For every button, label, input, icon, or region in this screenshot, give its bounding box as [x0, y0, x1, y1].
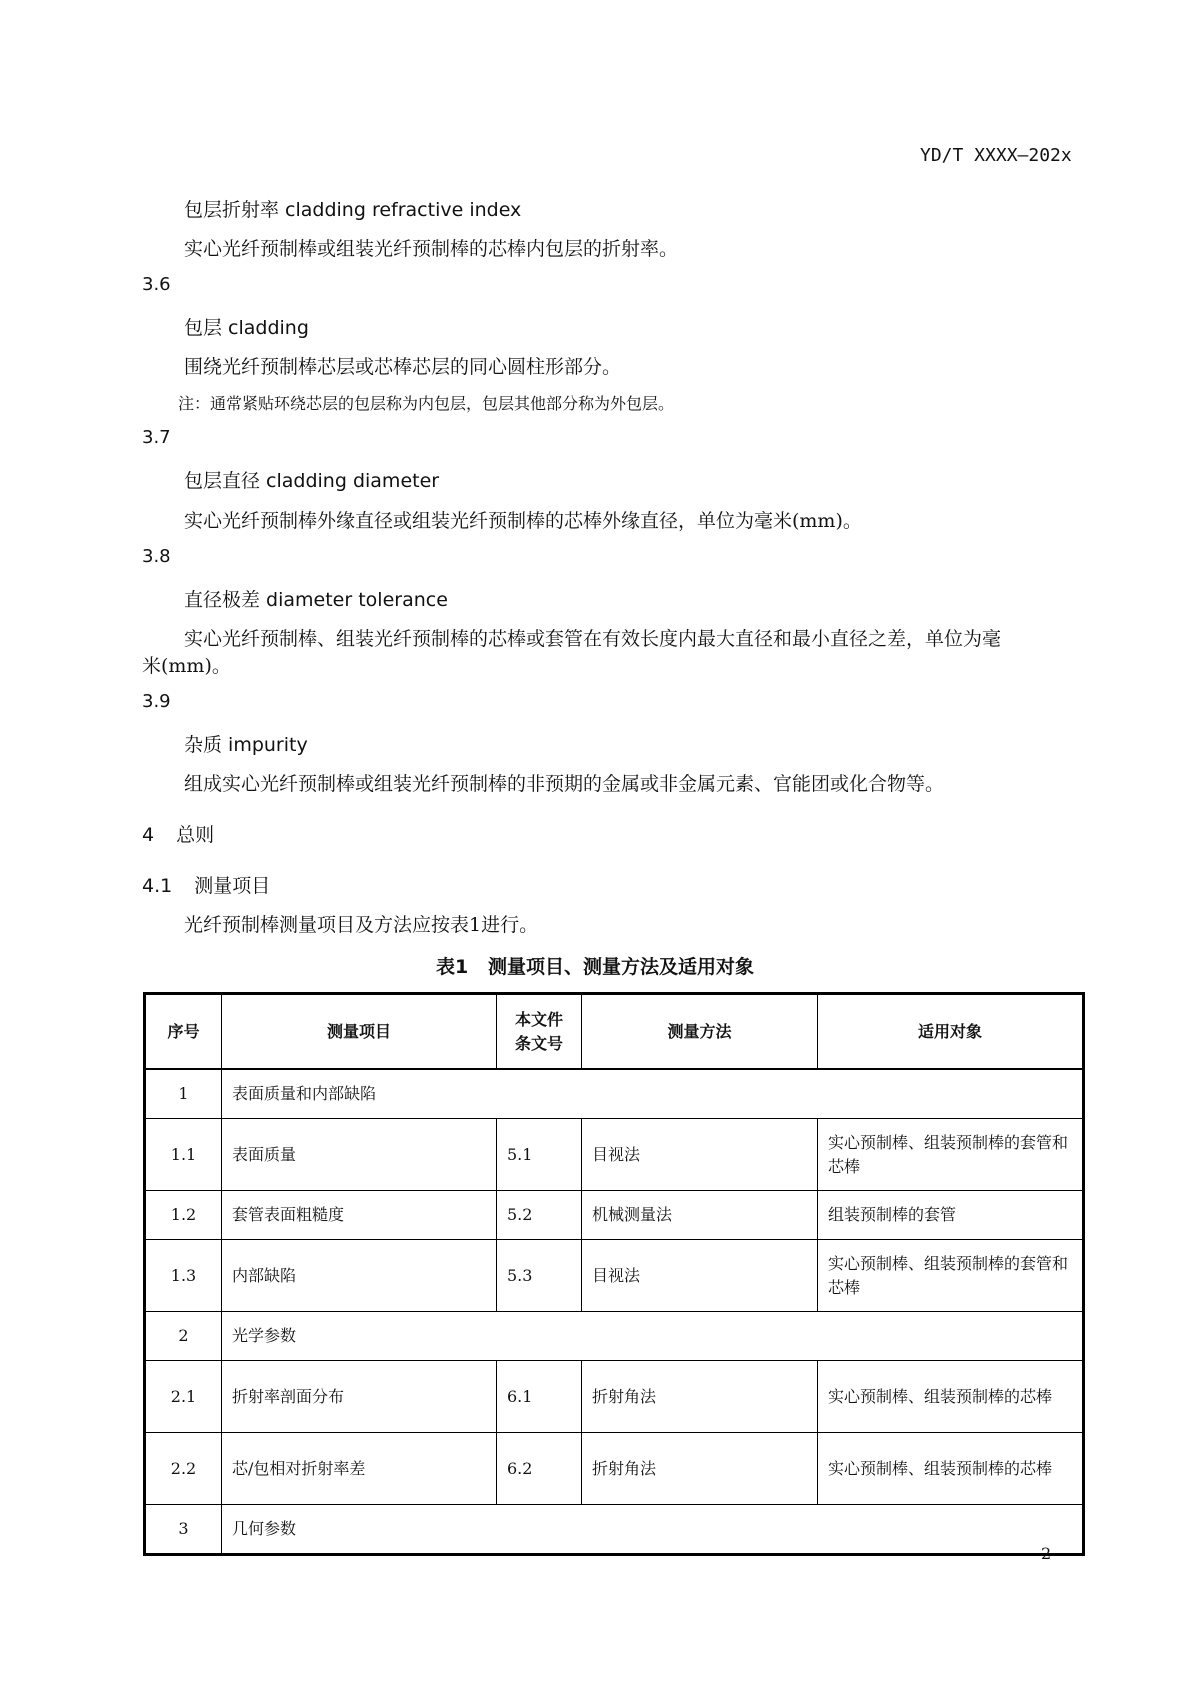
table-row: [145, 1361, 1084, 1433]
term-definition: 实心光纤预制棒外缘直径或组装光纤预制棒的芯棒外缘直径，单位为毫米(mm)。: [184, 510, 862, 532]
cell-item: 表面质量: [222, 1119, 497, 1191]
cell-object: 组装预制棒的套管: [818, 1191, 1084, 1240]
term-definition-line2: 米(mm)。: [142, 655, 231, 677]
table-caption: 表1 测量项目、测量方法及适用对象: [435, 956, 755, 978]
cell-item: 表面质量和内部缺陷: [222, 1069, 1084, 1119]
term-title-cladding: 包层 cladding: [184, 317, 309, 339]
section-number: 4: [142, 824, 155, 846]
table-row: [145, 1312, 1084, 1361]
cell-serial: 2.2: [145, 1433, 222, 1505]
cell-item: 折射率剖面分布: [222, 1361, 497, 1433]
term-definition: 围绕光纤预制棒芯层或芯棒芯层的同心圆柱形部分。: [184, 356, 622, 378]
cell-clause: 6.1: [497, 1361, 582, 1433]
cell-object: 实心预制棒、组装预制棒的套管和芯棒: [818, 1119, 1084, 1191]
cell-item: 光学参数: [222, 1312, 1084, 1361]
header-serial: 序号: [145, 994, 222, 1070]
cell-method: 机械测量法: [582, 1191, 818, 1240]
header-item: 测量项目: [222, 994, 497, 1070]
term-number: 3.6: [142, 274, 171, 295]
table-row: [145, 1191, 1084, 1240]
cell-method: 折射角法: [582, 1433, 818, 1505]
cell-item: 套管表面粗糙度: [222, 1191, 497, 1240]
cell-item: 几何参数: [222, 1505, 1084, 1555]
section-intro: 光纤预制棒测量项目及方法应按表1进行。: [184, 914, 539, 936]
table-row: [145, 1069, 1084, 1119]
cell-method: 折射角法: [582, 1361, 818, 1433]
cell-serial: 2: [145, 1312, 222, 1361]
term-definition-line1: 实心光纤预制棒、组装光纤预制棒的芯棒或套管在有效长度内最大直径和最小直径之差，单位为毫: [184, 628, 1002, 650]
term-title-cladding-diameter: 包层直径 cladding diameter: [184, 470, 440, 492]
term-note: 注：通常紧贴环绕芯层的包层称为内包层，包层其他部分称为外包层。: [178, 394, 675, 413]
measurement-table: [143, 992, 1085, 1556]
section-title: 总则: [176, 824, 215, 846]
header-object: 适用对象: [818, 994, 1084, 1070]
table-row: [145, 1119, 1084, 1191]
cell-object: 实心预制棒、组装预制棒的芯棒: [818, 1361, 1084, 1433]
table-row: [145, 1240, 1084, 1312]
term-definition: 实心光纤预制棒或组装光纤预制棒的芯棒内包层的折射率。: [184, 238, 679, 260]
cell-serial: 2.1: [145, 1361, 222, 1433]
table-row: [145, 1505, 1084, 1555]
cell-serial: 1: [145, 1069, 222, 1119]
cell-clause: 6.2: [497, 1433, 582, 1505]
table-header-row: [145, 994, 1084, 1070]
header-method: 测量方法: [582, 994, 818, 1070]
table-row: [145, 1433, 1084, 1505]
page-number: 2: [1041, 1544, 1052, 1563]
cell-clause: 5.1: [497, 1119, 582, 1191]
term-number: 3.9: [142, 691, 171, 712]
document-code: YD/T XXXX—202x: [920, 145, 1072, 166]
cell-item: 芯/包相对折射率差: [222, 1433, 497, 1505]
cell-serial: 3: [145, 1505, 222, 1555]
cell-method: 目视法: [582, 1119, 818, 1191]
section-heading-4: [142, 820, 214, 847]
cell-clause: 5.3: [497, 1240, 582, 1312]
header-clause: 本文件条文号: [497, 994, 582, 1070]
cell-serial: 1.2: [145, 1191, 222, 1240]
cell-object: 实心预制棒、组装预制棒的套管和芯棒: [818, 1240, 1084, 1312]
cell-serial: 1.1: [145, 1119, 222, 1191]
cell-object: 实心预制棒、组装预制棒的芯棒: [818, 1433, 1084, 1505]
term-definition: 组成实心光纤预制棒或组装光纤预制棒的非预期的金属或非金属元素、官能团或化合物等。: [184, 773, 945, 795]
section-heading-4-1: [142, 871, 270, 898]
term-title-cladding-refractive-index: 包层折射率 cladding refractive index: [184, 199, 522, 221]
cell-clause: 5.2: [497, 1191, 582, 1240]
subsection-title: 测量项目: [194, 875, 271, 897]
cell-serial: 1.3: [145, 1240, 222, 1312]
term-title-impurity: 杂质 impurity: [184, 734, 308, 756]
term-number: 3.7: [142, 427, 171, 448]
term-title-diameter-tolerance: 直径极差 diameter tolerance: [184, 589, 448, 611]
subsection-number: 4.1: [142, 875, 173, 897]
cell-method: 目视法: [582, 1240, 818, 1312]
cell-item: 内部缺陷: [222, 1240, 497, 1312]
term-number: 3.8: [142, 546, 171, 567]
